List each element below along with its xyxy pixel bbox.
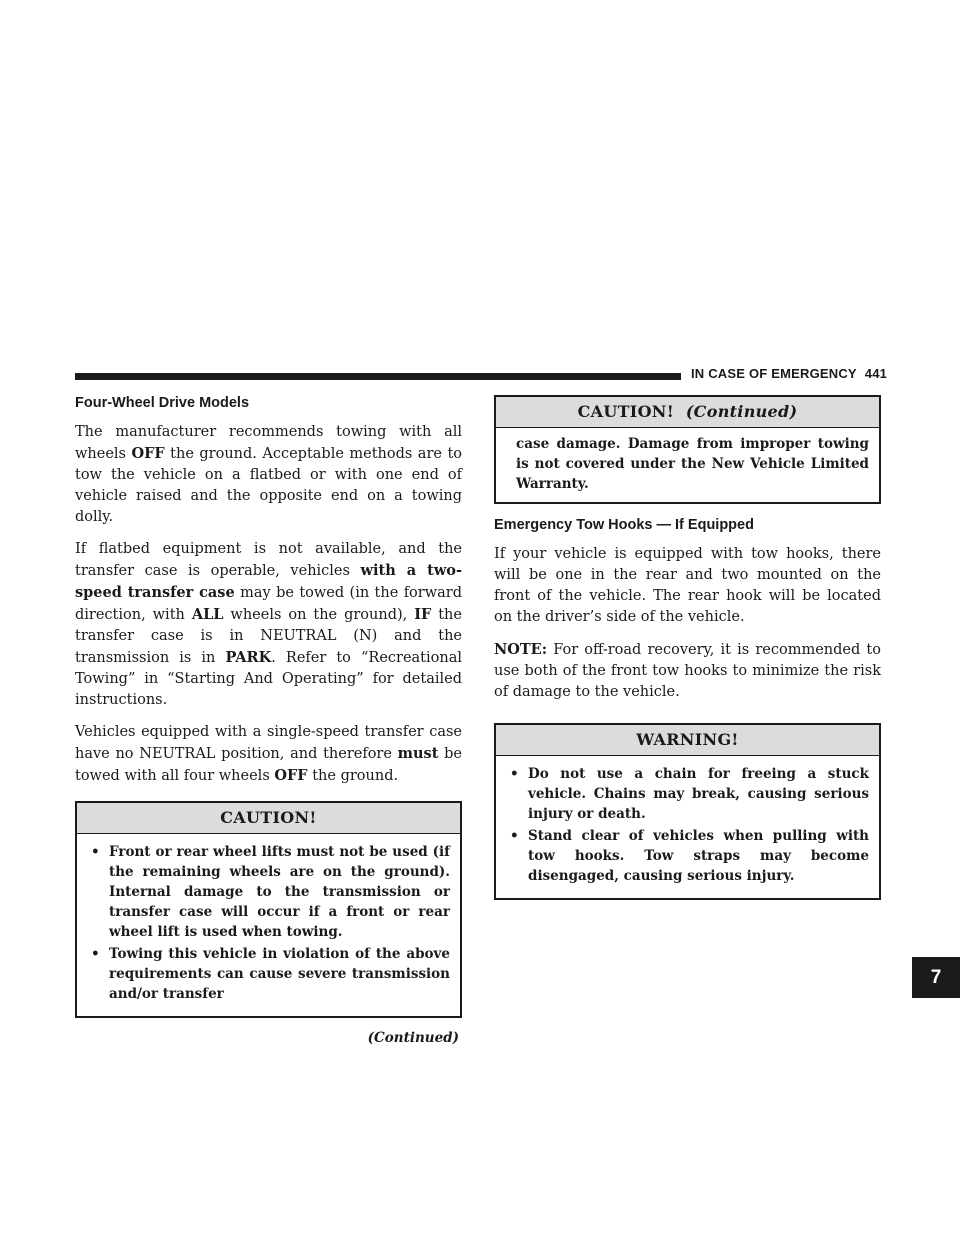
paragraph-towing-recommendation: The manufacturer recommends towing with all wheels OFF the ground. Acceptable methods are to tow the vehicle on a flatbed or with one end of vehicle raised and the opposite end on a towing dolly. [75, 424, 462, 525]
warning-box [494, 723, 881, 900]
caution-continued-title: CAUTION! (Continued) [496, 397, 879, 428]
page-number: 441 [864, 366, 888, 381]
heading-four-wheel-drive: Four-Wheel Drive Models [75, 395, 250, 411]
bullet-icon: • [510, 828, 519, 844]
warning-title: WARNING! [496, 725, 879, 756]
left-column [75, 390, 462, 1046]
caution-continued-box [494, 395, 881, 504]
paragraph-flatbed: If flatbed equipment is not available, and the transfer case is operable, vehicles with a two-speed transfer case may be towed (in the forward direction, with ALL wheels on the ground), IF the transfer case is in NEUTRAL (N) and the transmission is in PARK. Refer to “Recreational Towing” in “Starting And Operating” for detailed instructions. [75, 541, 462, 708]
bullet-icon: • [91, 844, 100, 860]
paragraph-single-speed: Vehicles equipped with a single-speed transfer case have no NEUTRAL position, and therefore must be towed with all four wheels OFF the ground. [75, 724, 462, 784]
warning-item: • Stand clear of vehicles when pulling with tow hooks. Tow straps may become disengaged, causing serious injury. [510, 828, 869, 884]
caution-box [75, 801, 462, 1018]
caution-item: • Front or rear wheel lifts must not be used (if the remaining wheels are on the ground). Internal damage to the transmission or transfer case will occur if a front or rear wheel lift is used when towing. [91, 844, 450, 940]
right-column [494, 393, 881, 900]
paragraph-note: NOTE: For off-road recovery, it is recommended to use both of the front tow hooks to minimize the risk of damage to the vehicle. [494, 641, 881, 700]
running-header [691, 366, 891, 381]
header-rule [75, 373, 681, 380]
heading-tow-hooks: Emergency Tow Hooks — If Equipped [494, 517, 754, 533]
caution-item: • Towing this vehicle in violation of the above requirements can cause severe transmission and/or transfer [91, 946, 450, 1002]
bullet-icon: • [91, 946, 100, 962]
bullet-icon: • [510, 766, 519, 782]
caution-title: CAUTION! [77, 803, 460, 834]
chapter-tab: 7 [912, 957, 960, 998]
caution-continued-text: case damage. Damage from improper towing is not covered under the New Vehicle Limited Warranty. [516, 436, 869, 492]
paragraph-tow-hooks: If your vehicle is equipped with tow hooks, there will be one in the rear and two mounted on the front of the vehicle. The rear hook will be located on the driver’s side of the vehicle. [494, 546, 881, 625]
section-title: IN CASE OF EMERGENCY [691, 366, 857, 381]
continued-label: (Continued) [367, 1030, 459, 1046]
warning-item: • Do not use a chain for freeing a stuck vehicle. Chains may break, causing serious injury or death. [510, 766, 869, 822]
